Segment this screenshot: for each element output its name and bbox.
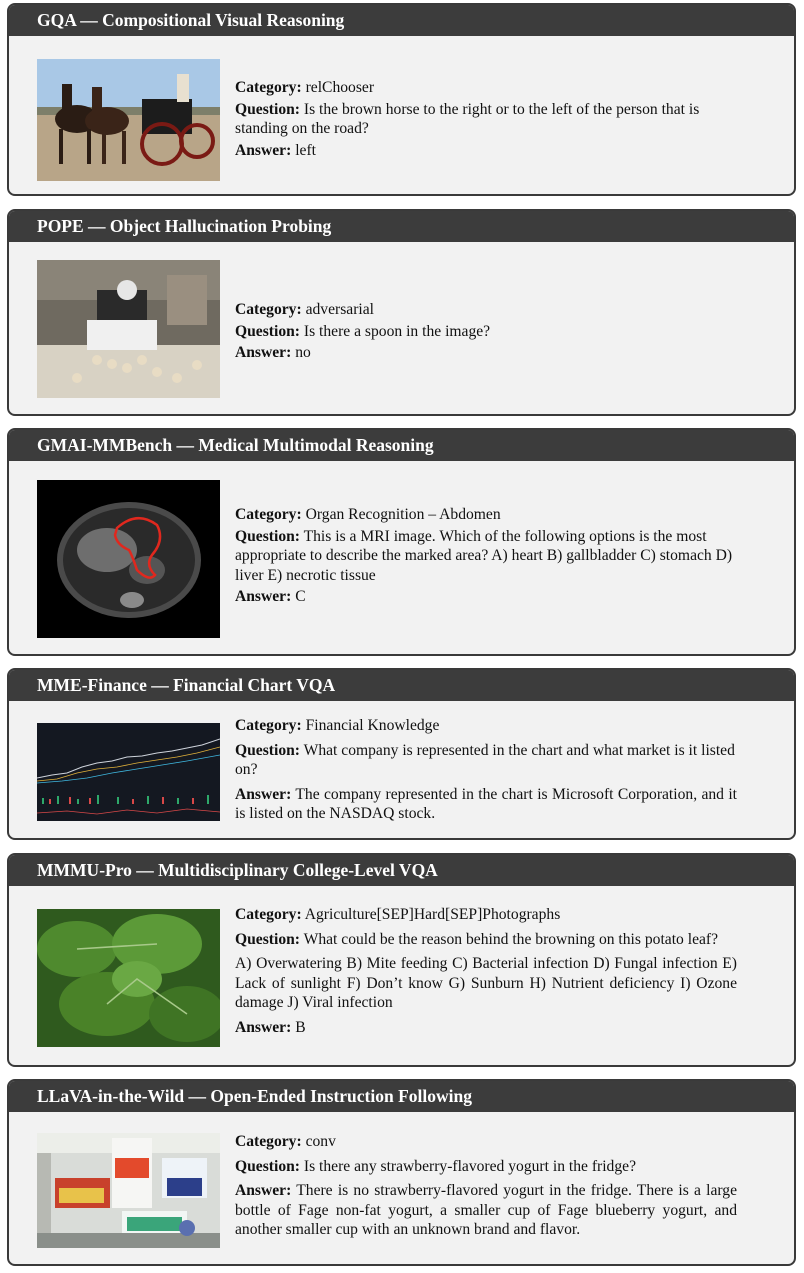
category-label: Category: (235, 906, 302, 923)
category-label: Category: (235, 506, 302, 523)
card-text (235, 1132, 737, 1242)
card-title: GQA — Compositional Visual Reasoning (9, 5, 794, 36)
question-value: Is there a spoon in the image? (303, 322, 491, 340)
card-text (235, 505, 737, 609)
question-value: Is there any strawberry-flavored yogurt in the fridge? (303, 1157, 636, 1175)
question-label: Question: (235, 527, 300, 545)
category-label: Category: (235, 79, 302, 96)
card-gqa (7, 3, 796, 196)
card-text (235, 905, 737, 1039)
category-value: Organ Recognition – Abdomen (305, 506, 501, 523)
card-mme-finance (7, 668, 796, 840)
category-value: conv (305, 1133, 336, 1150)
answer-value: no (295, 344, 311, 361)
answer-label: Answer: (235, 785, 292, 803)
category-value: adversarial (305, 301, 374, 318)
question-value: What company is represented in the chart and what market is it listed on? (235, 741, 735, 778)
kitchen-cook-photo-icon (37, 260, 220, 398)
card-title: GMAI-MMBench — Medical Multimodal Reasoning (9, 430, 794, 461)
stock-chart-screenshot-icon (37, 723, 220, 821)
card-body (9, 36, 794, 194)
fridge-interior-photo-icon (37, 1133, 220, 1248)
mri-abdomen-scan-icon (37, 480, 220, 638)
card-text (235, 716, 737, 826)
card-mmmu-pro (7, 853, 796, 1067)
card-gmai-mmbench (7, 428, 796, 656)
card-title: POPE — Object Hallucination Probing (9, 211, 794, 242)
category-label: Category: (235, 301, 302, 318)
question-label: Question: (235, 741, 300, 759)
answer-label: Answer: (235, 344, 292, 361)
card-body (9, 886, 794, 1065)
card-text (235, 78, 737, 162)
category-label: Category: (235, 1133, 302, 1150)
question-label: Question: (235, 1157, 300, 1175)
answer-label: Answer: (235, 1018, 292, 1036)
answer-value: B (295, 1018, 306, 1036)
category-value: Agriculture[SEP]Hard[SEP]Photographs (304, 906, 561, 923)
answer-value: C (295, 588, 306, 605)
card-title: MME-Finance — Financial Chart VQA (9, 670, 794, 701)
question-label: Question: (235, 100, 300, 118)
answer-value: The company represented in the chart is Microsoft Corporation, and it is listed on the NASDAQ stock. (235, 785, 737, 822)
card-body (9, 701, 794, 838)
question-label: Question: (235, 322, 300, 340)
card-body (9, 242, 794, 414)
question-value: Is the brown horse to the right or to the left of the person that is standing on the road? (235, 100, 700, 137)
question-value: This is a MRI image. Which of the following options is the most appropriate to describe the marked area? A) heart B) gallbladder C) stomach D) liver E) necrotic tissue (235, 527, 733, 584)
potato-leaf-photo-icon (37, 909, 220, 1047)
question-label: Question: (235, 930, 300, 948)
card-pope (7, 209, 796, 416)
card-title: MMMU-Pro — Multidisciplinary College-Level VQA (9, 855, 794, 886)
card-title: LLaVA-in-the-Wild — Open-Ended Instruction Following (9, 1081, 794, 1112)
question-value: What could be the reason behind the browning on this potato leaf? (303, 930, 719, 948)
category-value: Financial Knowledge (305, 717, 440, 734)
horse-carriage-photo-icon (37, 59, 220, 181)
answer-value: left (295, 141, 316, 159)
answer-value: There is no strawberry-flavored yogurt in the fridge. There is a large bottle of Fage non-fat yogurt, a smaller cup of Fage blueberry yogurt, and another smaller cup with an unknown brand and flavor. (235, 1182, 737, 1238)
card-text (235, 300, 737, 365)
answer-label: Answer: (235, 1182, 292, 1199)
options-value: A) Overwatering B) Mite feeding C) Bacterial infection D) Fungal infection E) Lack of sunlight F) Don’t know G) Sunburn H) Nutrient deficiency I) Ozone damage J) Viral infection (235, 955, 737, 1011)
card-llava-in-the-wild (7, 1079, 796, 1266)
card-body (9, 1112, 794, 1264)
answer-label: Answer: (235, 141, 292, 159)
answer-label: Answer: (235, 588, 292, 605)
category-value: relChooser (305, 79, 375, 96)
card-body (9, 461, 794, 654)
category-label: Category: (235, 717, 302, 734)
